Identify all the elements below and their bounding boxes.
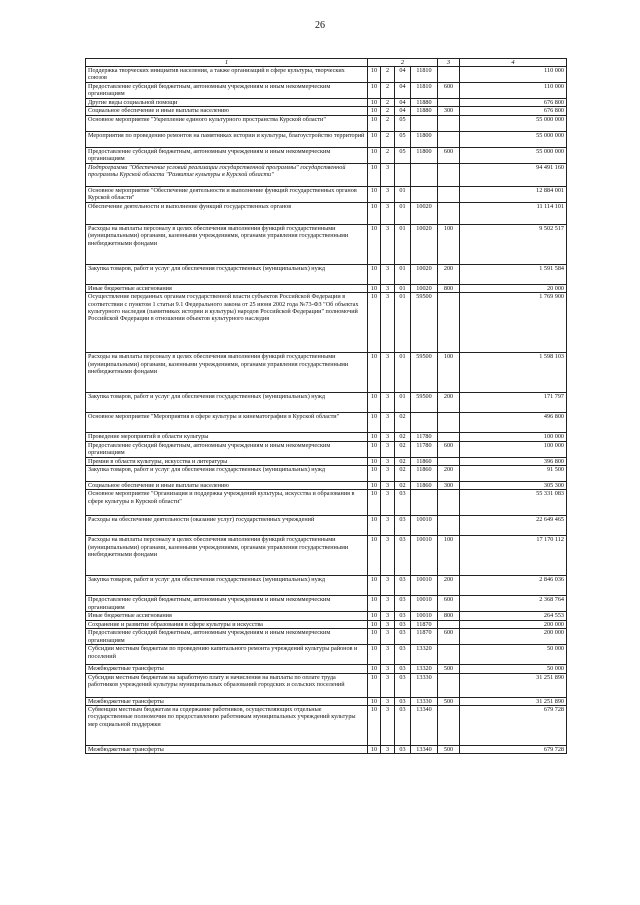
row-subprogram-code: 3	[381, 746, 395, 754]
row-activity-code: 01	[395, 186, 411, 202]
row-program-code: 10	[368, 697, 381, 705]
row-direction-code: 11800	[411, 131, 438, 147]
row-name: Закупка товаров, работ и услуг для обеспечения государственных (муниципальных) нужд	[86, 264, 368, 284]
row-activity-code: 02	[395, 482, 411, 490]
row-subprogram-code: 3	[381, 433, 395, 441]
row-expense-type: 200	[438, 264, 460, 284]
row-direction-code	[411, 490, 438, 516]
row-amount: 55 000 000	[460, 115, 567, 131]
table-row	[86, 490, 567, 516]
row-amount: 676 800	[460, 99, 567, 107]
row-expense-type	[438, 620, 460, 628]
row-direction-code: 59500	[411, 393, 438, 413]
row-subprogram-code: 3	[381, 413, 395, 433]
row-program-code: 10	[368, 163, 381, 186]
row-program-code: 10	[368, 107, 381, 115]
row-activity-code: 05	[395, 147, 411, 163]
row-direction-code: 10010	[411, 536, 438, 576]
row-amount: 305 300	[460, 482, 567, 490]
row-activity-code: 01	[395, 353, 411, 393]
row-direction-code: 10020	[411, 264, 438, 284]
row-name: Осуществление переданных органам государственной власти субъектов Российской Федерации в соответствии с пунктом 1 статьи 9.1 Федерального закона от 25 июня 2002 года №73-ФЗ "Об объектах культурного наследия (памятниках истории и культуры) народов Российской Федерации" полномочий Российской Федерации в отношении объектов культурного наследия	[86, 293, 368, 353]
row-activity-code: 05	[395, 131, 411, 147]
row-direction-code: 11870	[411, 629, 438, 645]
table-header	[86, 59, 567, 67]
table-row	[86, 107, 567, 115]
row-amount: 171 797	[460, 393, 567, 413]
row-name: Предоставление субсидий бюджетным, автономным учреждениям и иным некоммерческим организациям	[86, 441, 368, 457]
row-activity-code: 03	[395, 629, 411, 645]
table-row	[86, 441, 567, 457]
row-activity-code: 01	[395, 393, 411, 413]
table-row	[86, 516, 567, 536]
row-amount: 12 884 001	[460, 186, 567, 202]
table-row	[86, 576, 567, 596]
row-program-code: 10	[368, 264, 381, 284]
row-program-code: 10	[368, 645, 381, 665]
row-subprogram-code: 3	[381, 224, 395, 264]
table-row	[86, 353, 567, 393]
row-subprogram-code: 3	[381, 490, 395, 516]
row-subprogram-code: 3	[381, 264, 395, 284]
table-row	[86, 536, 567, 576]
row-name: Подпрограмма "Обеспечение условий реализации государственной программы" государственной программы Курской области "Развитие культуры в Курской области"	[86, 163, 368, 186]
row-expense-type: 200	[438, 576, 460, 596]
row-subprogram-code: 3	[381, 536, 395, 576]
row-amount: 200 000	[460, 629, 567, 645]
row-activity-code: 03	[395, 706, 411, 746]
row-direction-code: 11780	[411, 441, 438, 457]
table-row	[86, 746, 567, 754]
row-program-code: 10	[368, 413, 381, 433]
row-direction-code: 59500	[411, 353, 438, 393]
row-expense-type	[438, 293, 460, 353]
row-expense-type: 800	[438, 284, 460, 292]
row-subprogram-code: 2	[381, 115, 395, 131]
row-expense-type	[438, 131, 460, 147]
table-row	[86, 131, 567, 147]
row-expense-type	[438, 673, 460, 697]
row-program-code: 10	[368, 612, 381, 620]
row-program-code: 10	[368, 706, 381, 746]
row-program-code: 10	[368, 746, 381, 754]
row-amount: 110 000	[460, 67, 567, 83]
row-amount: 496 800	[460, 413, 567, 433]
table-row	[86, 482, 567, 490]
row-activity-code: 03	[395, 576, 411, 596]
table-row	[86, 393, 567, 413]
row-direction-code: 10010	[411, 612, 438, 620]
row-program-code: 10	[368, 293, 381, 353]
table-row	[86, 433, 567, 441]
row-name: Обеспечение деятельности и выполнение функций государственных органов	[86, 202, 368, 224]
row-activity-code: 01	[395, 293, 411, 353]
row-activity-code: 03	[395, 596, 411, 612]
row-subprogram-code: 3	[381, 482, 395, 490]
row-amount: 200 000	[460, 620, 567, 628]
row-name: Расходы на выплаты персоналу в целях обеспечения выполнения функций государственными (муниципальными) органами, казенными учреждениями, органами управления государственными внебюджетными фондами	[86, 224, 368, 264]
row-name: Другие виды социальной помощи	[86, 99, 368, 107]
row-name: Расходы на выплаты персоналу в целях обеспечения выполнения функций государственными (муниципальными) органами, казенными учреждениями, органами управления государственными внебюджетными фондами	[86, 536, 368, 576]
row-name: Закупка товаров, работ и услуг для обеспечения государственных (муниципальных) нужд	[86, 576, 368, 596]
row-subprogram-code: 3	[381, 284, 395, 292]
row-direction-code: 13330	[411, 673, 438, 697]
row-amount: 1 591 584	[460, 264, 567, 284]
row-amount: 679 728	[460, 746, 567, 754]
row-expense-type	[438, 99, 460, 107]
row-amount: 2 846 036	[460, 576, 567, 596]
page-number: 26	[315, 20, 325, 31]
row-activity-code: 03	[395, 697, 411, 705]
row-direction-code: 10010	[411, 516, 438, 536]
table-row	[86, 645, 567, 665]
table-row	[86, 697, 567, 705]
row-name: Закупка товаров, работ и услуг для обеспечения государственных (муниципальных) нужд	[86, 466, 368, 482]
row-direction-code	[411, 115, 438, 131]
row-subprogram-code: 2	[381, 131, 395, 147]
table-row	[86, 706, 567, 746]
row-expense-type	[438, 433, 460, 441]
table-row	[86, 147, 567, 163]
row-direction-code: 11860	[411, 457, 438, 465]
row-direction-code: 11880	[411, 107, 438, 115]
row-amount: 1 598 103	[460, 353, 567, 393]
row-activity-code: 03	[395, 536, 411, 576]
row-program-code: 10	[368, 131, 381, 147]
row-expense-type: 600	[438, 596, 460, 612]
row-activity-code: 03	[395, 490, 411, 516]
row-subprogram-code: 3	[381, 202, 395, 224]
row-subprogram-code: 3	[381, 393, 395, 413]
row-program-code: 10	[368, 115, 381, 131]
row-amount: 17 170 112	[460, 536, 567, 576]
row-expense-type	[438, 67, 460, 83]
row-name: Сохранение и развитие образования в сфере культуры и искусства	[86, 620, 368, 628]
row-program-code: 10	[368, 482, 381, 490]
row-name: Основное мероприятие "Обеспечение деятельности и выполнение функций государственных органов Курской области"	[86, 186, 368, 202]
row-program-code: 10	[368, 393, 381, 413]
row-name: Расходы на выплаты персоналу в целях обеспечения выполнения функций государственными (муниципальными) органами, казенными учреждениями, органами управления государственными внебюджетными фондами	[86, 353, 368, 393]
table-row	[86, 202, 567, 224]
row-amount: 55 000 000	[460, 147, 567, 163]
row-expense-type	[438, 202, 460, 224]
row-direction-code: 11880	[411, 99, 438, 107]
column-number-3: 3	[438, 59, 460, 67]
row-activity-code: 01	[395, 224, 411, 264]
column-number-1: 1	[86, 59, 368, 67]
table-row	[86, 83, 567, 99]
row-expense-type: 800	[438, 612, 460, 620]
row-program-code: 10	[368, 99, 381, 107]
column-number-4: 4	[460, 59, 567, 67]
column-number-2: 2	[368, 59, 438, 67]
row-amount: 22 649 465	[460, 516, 567, 536]
row-subprogram-code: 3	[381, 665, 395, 673]
row-direction-code: 11780	[411, 433, 438, 441]
row-direction-code: 10010	[411, 596, 438, 612]
row-amount: 50 000	[460, 665, 567, 673]
row-amount: 20 000	[460, 284, 567, 292]
row-program-code: 10	[368, 490, 381, 516]
row-activity-code: 03	[395, 746, 411, 754]
row-expense-type	[438, 645, 460, 665]
row-activity-code: 03	[395, 620, 411, 628]
row-program-code: 10	[368, 83, 381, 99]
row-subprogram-code: 3	[381, 697, 395, 705]
row-subprogram-code: 3	[381, 186, 395, 202]
row-program-code: 10	[368, 186, 381, 202]
row-subprogram-code: 3	[381, 673, 395, 697]
row-direction-code: 11870	[411, 620, 438, 628]
row-direction-code: 11810	[411, 83, 438, 99]
row-name: Межбюджетные трансферты	[86, 746, 368, 754]
row-expense-type: 200	[438, 466, 460, 482]
row-direction-code	[411, 186, 438, 202]
table-row	[86, 293, 567, 353]
row-direction-code: 13330	[411, 697, 438, 705]
row-program-code: 10	[368, 441, 381, 457]
row-amount: 55 000 000	[460, 131, 567, 147]
row-program-code: 10	[368, 620, 381, 628]
row-program-code: 10	[368, 629, 381, 645]
table-body	[86, 67, 567, 754]
row-name: Иные бюджетные ассигнования	[86, 612, 368, 620]
row-direction-code: 11800	[411, 147, 438, 163]
row-expense-type: 500	[438, 697, 460, 705]
row-program-code: 10	[368, 516, 381, 536]
row-activity-code: 01	[395, 284, 411, 292]
row-subprogram-code: 2	[381, 99, 395, 107]
row-subprogram-code: 3	[381, 466, 395, 482]
row-expense-type: 600	[438, 629, 460, 645]
row-activity-code: 02	[395, 441, 411, 457]
row-name: Межбюджетные трансферты	[86, 665, 368, 673]
row-activity-code: 03	[395, 665, 411, 673]
row-activity-code: 03	[395, 645, 411, 665]
row-amount: 11 114 101	[460, 202, 567, 224]
row-expense-type	[438, 516, 460, 536]
row-activity-code: 04	[395, 107, 411, 115]
row-subprogram-code: 3	[381, 353, 395, 393]
table-row	[86, 612, 567, 620]
row-subprogram-code: 3	[381, 293, 395, 353]
row-name: Субвенции местным бюджетам на содержание работников, осуществляющих отдельные государственные полномочия по предоставлению работникам муниципальных учреждений культуры мер социальной поддержки	[86, 706, 368, 746]
budget-table	[85, 58, 567, 754]
row-expense-type	[438, 490, 460, 516]
row-expense-type	[438, 457, 460, 465]
row-direction-code: 59500	[411, 293, 438, 353]
row-direction-code: 10020	[411, 284, 438, 292]
row-name: Межбюджетные трансферты	[86, 697, 368, 705]
row-direction-code	[411, 163, 438, 186]
row-activity-code	[395, 163, 411, 186]
row-program-code: 10	[368, 466, 381, 482]
row-program-code: 10	[368, 665, 381, 673]
row-expense-type	[438, 115, 460, 131]
row-amount: 264 553	[460, 612, 567, 620]
row-subprogram-code: 2	[381, 67, 395, 83]
row-amount: 676 800	[460, 107, 567, 115]
row-subprogram-code: 3	[381, 706, 395, 746]
table-row	[86, 284, 567, 292]
row-program-code: 10	[368, 284, 381, 292]
row-direction-code: 11810	[411, 67, 438, 83]
row-activity-code: 03	[395, 673, 411, 697]
row-program-code: 10	[368, 576, 381, 596]
table-row	[86, 413, 567, 433]
row-subprogram-code: 2	[381, 107, 395, 115]
row-activity-code: 05	[395, 115, 411, 131]
row-name: Предоставление субсидий бюджетным, автономным учреждениям и иным некоммерческим организациям	[86, 596, 368, 612]
row-program-code: 10	[368, 596, 381, 612]
row-name: Поддержка творческих инициатив населения, а также организаций в сфере культуры, творческих союзов	[86, 67, 368, 83]
row-name: Субсидии местным бюджетам по проведению капитального ремонта учреждений культуры районов и поселений	[86, 645, 368, 665]
row-expense-type: 200	[438, 393, 460, 413]
row-amount: 31 251 890	[460, 697, 567, 705]
row-activity-code: 04	[395, 99, 411, 107]
row-direction-code: 10020	[411, 224, 438, 264]
row-amount: 50 000	[460, 645, 567, 665]
row-expense-type: 100	[438, 224, 460, 264]
row-expense-type: 600	[438, 147, 460, 163]
row-program-code: 10	[368, 224, 381, 264]
row-expense-type	[438, 163, 460, 186]
row-amount: 94 491 160	[460, 163, 567, 186]
row-direction-code: 11860	[411, 482, 438, 490]
table-row	[86, 466, 567, 482]
row-amount: 31 251 890	[460, 673, 567, 697]
row-expense-type: 600	[438, 83, 460, 99]
row-activity-code: 02	[395, 433, 411, 441]
row-direction-code	[411, 413, 438, 433]
row-subprogram-code: 3	[381, 612, 395, 620]
row-subprogram-code: 3	[381, 576, 395, 596]
table-row	[86, 264, 567, 284]
row-name: Предоставление субсидий бюджетным, автономным учреждениям и иным некоммерческим организациям	[86, 83, 368, 99]
row-name: Мероприятия по проведению ремонтов на памятниках истории и культуры, благоустройство территорий	[86, 131, 368, 147]
table-row	[86, 629, 567, 645]
row-direction-code: 13340	[411, 706, 438, 746]
row-name: Предоставление субсидий бюджетным, автономным учреждениям и иным некоммерческим организациям	[86, 629, 368, 645]
row-amount: 2 368 764	[460, 596, 567, 612]
row-name: Социальное обеспечение и иные выплаты населению	[86, 482, 368, 490]
row-amount: 100 000	[460, 433, 567, 441]
row-expense-type	[438, 706, 460, 746]
row-direction-code: 10010	[411, 576, 438, 596]
row-direction-code: 13340	[411, 746, 438, 754]
row-amount: 9 502 517	[460, 224, 567, 264]
table-row	[86, 457, 567, 465]
row-activity-code: 02	[395, 466, 411, 482]
row-subprogram-code: 3	[381, 596, 395, 612]
row-subprogram-code: 2	[381, 147, 395, 163]
row-expense-type: 300	[438, 107, 460, 115]
row-program-code: 10	[368, 457, 381, 465]
row-name: Основное мероприятие "Мероприятия в сфере культуры и кинематографии в Курской области"	[86, 413, 368, 433]
table-row	[86, 67, 567, 83]
row-activity-code: 03	[395, 612, 411, 620]
row-subprogram-code: 3	[381, 163, 395, 186]
row-direction-code: 10020	[411, 202, 438, 224]
row-direction-code: 11860	[411, 466, 438, 482]
table-row	[86, 596, 567, 612]
row-amount: 679 728	[460, 706, 567, 746]
row-direction-code: 13320	[411, 645, 438, 665]
row-name: Социальное обеспечение и иные выплаты населению	[86, 107, 368, 115]
row-subprogram-code: 3	[381, 441, 395, 457]
row-subprogram-code: 3	[381, 629, 395, 645]
table-row	[86, 163, 567, 186]
row-expense-type: 500	[438, 665, 460, 673]
row-subprogram-code: 3	[381, 516, 395, 536]
row-program-code: 10	[368, 673, 381, 697]
table-row	[86, 186, 567, 202]
row-activity-code: 02	[395, 457, 411, 465]
row-expense-type	[438, 413, 460, 433]
row-activity-code: 03	[395, 516, 411, 536]
table-row	[86, 620, 567, 628]
row-activity-code: 01	[395, 202, 411, 224]
row-subprogram-code: 3	[381, 645, 395, 665]
row-program-code: 10	[368, 536, 381, 576]
row-expense-type: 100	[438, 536, 460, 576]
row-program-code: 10	[368, 353, 381, 393]
row-expense-type	[438, 186, 460, 202]
row-expense-type: 500	[438, 746, 460, 754]
row-name: Субсидии местным бюджетам на заработную плату и начисления на выплаты по оплате труда работников учреждений культуры муниципальных образований городских и сельских поселений	[86, 673, 368, 697]
row-name: Проведение мероприятий в области культуры	[86, 433, 368, 441]
row-amount: 396 800	[460, 457, 567, 465]
row-activity-code: 01	[395, 264, 411, 284]
row-program-code: 10	[368, 202, 381, 224]
row-name: Расходы на обеспечение деятельности (оказание услуг) государственных учреждений	[86, 516, 368, 536]
row-activity-code: 04	[395, 83, 411, 99]
row-name: Иные бюджетные ассигнования	[86, 284, 368, 292]
row-program-code: 10	[368, 67, 381, 83]
row-program-code: 10	[368, 433, 381, 441]
table-row	[86, 665, 567, 673]
row-amount: 100 000	[460, 441, 567, 457]
row-subprogram-code: 2	[381, 83, 395, 99]
row-subprogram-code: 3	[381, 620, 395, 628]
table-row	[86, 673, 567, 697]
row-name: Основное мероприятие "Организация и поддержка учреждений культуры, искусства и образования в сфере культуры в Курской области"	[86, 490, 368, 516]
row-program-code: 10	[368, 147, 381, 163]
row-direction-code: 13320	[411, 665, 438, 673]
table-row	[86, 99, 567, 107]
row-name: Основное мероприятие "Укрепление единого культурного пространства Курской области"	[86, 115, 368, 131]
row-name: Премии в области культуры, искусства и литературы	[86, 457, 368, 465]
row-amount: 55 331 083	[460, 490, 567, 516]
row-amount: 91 500	[460, 466, 567, 482]
row-expense-type: 600	[438, 441, 460, 457]
row-name: Закупка товаров, работ и услуг для обеспечения государственных (муниципальных) нужд	[86, 393, 368, 413]
table-row	[86, 224, 567, 264]
row-expense-type: 300	[438, 482, 460, 490]
column-number-row	[86, 59, 567, 67]
row-activity-code: 02	[395, 413, 411, 433]
row-amount: 1 769 900	[460, 293, 567, 353]
row-amount: 110 000	[460, 83, 567, 99]
table-row	[86, 115, 567, 131]
row-subprogram-code: 3	[381, 457, 395, 465]
row-expense-type: 100	[438, 353, 460, 393]
row-name: Предоставление субсидий бюджетным, автономным учреждениям и иным некоммерческим организациям	[86, 147, 368, 163]
row-activity-code: 04	[395, 67, 411, 83]
